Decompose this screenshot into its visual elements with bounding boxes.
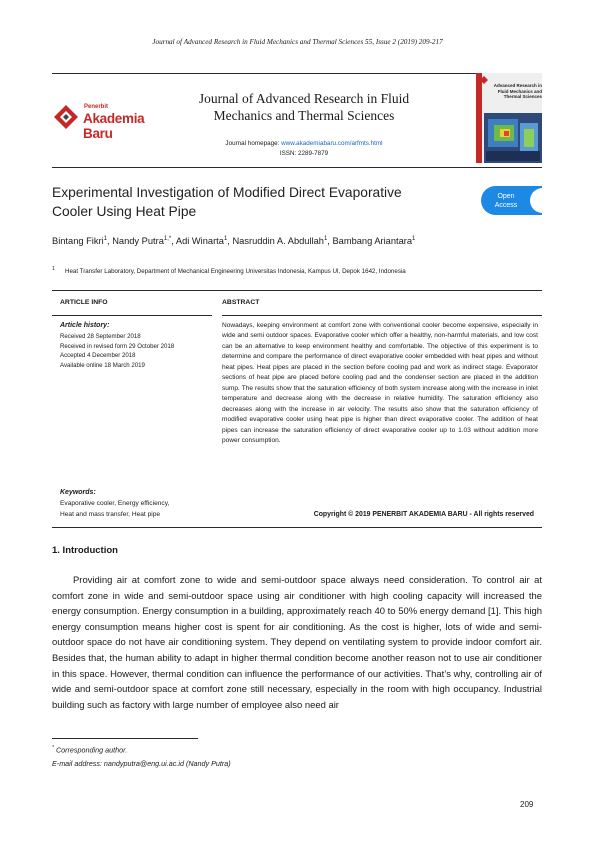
author-separator: , (171, 236, 176, 247)
issn: ISSN: 2289-7879 (279, 150, 329, 157)
author-affiliation-mark: 1 (323, 236, 328, 242)
paper-title-line-2: Cooler Using Heat Pipe (52, 204, 197, 219)
author-affiliation-mark: 1 (412, 236, 416, 242)
email-address-note: E-mail address: nandyputra@eng.ui.ac.id (Nandy Putra) (52, 759, 231, 768)
running-header: Journal of Advanced Research in Fluid Mechanics and Thermal Sciences 55, Issue 2 (2019) 209-217 (152, 38, 443, 46)
affiliation (52, 266, 542, 275)
logo-big-text: Akademia Baru (83, 111, 145, 141)
article-history (60, 332, 174, 370)
open-access-line-2: Access (494, 202, 518, 209)
author-name: Nasruddin A. Abdullah (232, 236, 324, 247)
corresponding-author-note (52, 745, 127, 754)
footnote-mark: * (52, 745, 54, 751)
article-history-label: Article history: (60, 322, 110, 329)
open-access-badge[interactable] (481, 186, 542, 215)
copyright-notice: Copyright © 2019 PENERBIT AKADEMIA BARU - All rights reserved (313, 511, 534, 518)
title-divider (52, 167, 542, 168)
paper-title (52, 183, 452, 221)
author-affiliation-mark: 1 (103, 236, 108, 242)
abstract-rule (222, 315, 542, 316)
author-affiliation-mark: 1 (223, 236, 228, 242)
info-box-top-rule (52, 290, 542, 291)
affiliation-text: Heat Transfer Laboratory, Department of Mechanical Engineering Universitas Indonesia, Kampus UI, Depok 1642, Indonesia (65, 268, 406, 276)
article-info-heading: ARTICLE INFO (60, 299, 108, 306)
history-item: Available online 18 March 2019 (60, 361, 145, 369)
publisher-logo (52, 103, 170, 141)
author-name: Nandy Putra (112, 236, 164, 247)
author-list (52, 236, 542, 246)
journal-cover-image (484, 113, 542, 163)
history-item: Received 28 September 2018 (60, 333, 141, 340)
journal-title-line-1: Journal of Advanced Research in Fluid (198, 91, 410, 106)
journal-cover (476, 73, 542, 163)
article-info-rule (52, 315, 212, 316)
author-separator: , (227, 236, 233, 247)
abstract-text: Nowadays, keeping environment at comfort zone with conventional cooler become expensive, especially in wide and semi outdoor spaces. Evaporative cooler which offer a healthy, non-harmful materials, and low cost can be an alternative to keep environment healthy and comfortable. The objective of this experiment is to determine and compare the performance of direct evaporative cooler embedded with heat pipes and without heat pipes. Heat pipes are placed in the section before cooling pad and work as indirect stage. Evaporator sections of heat pipe are placed before cooling pad and the condenser section are placed in the addition sump. The results show that the saturation efficiency of both system increase along with the increase in inlet temperature and decrease along with the decrease in relative humidity. The saturation efficiency also decreases along with the increase in air velocity. The results also show that the saturation efficiency of modified evaporative cooler using heat pipe is higher than direct evaporative cooler. The addition of heat pipes can increase the saturation efficiency of direct evaporative cooler up to 1.03 without addition more power consumption. (222, 322, 538, 444)
author-affiliation-mark: 1,* (163, 236, 172, 242)
journal-title-line-2: Mechanics and Thermal Sciences (213, 107, 395, 123)
homepage-label: Journal homepage: (225, 140, 280, 147)
history-item: Accepted 4 December 2018 (60, 352, 136, 360)
cover-title: Advanced Research in Fluid Mechanics and Thermal Sciences (493, 83, 542, 100)
paper-title-line-1: Experimental Investigation of Modified Direct Evaporative (52, 185, 402, 200)
page-number: 209 (520, 800, 534, 809)
keywords (60, 499, 220, 520)
akademia-baru-logo-icon (52, 103, 82, 131)
footnote-divider (52, 738, 198, 739)
header-divider (52, 73, 542, 74)
keywords-label: Keywords: (60, 489, 96, 496)
author-name: Adi Winarta (175, 236, 224, 247)
keywords-line-2: Heat and mass transfer, Heat pipe (60, 510, 161, 518)
journal-homepage (170, 140, 438, 147)
author-separator: , (327, 236, 333, 247)
affiliation-mark: 1 (52, 266, 55, 272)
open-access-line-1: Open (497, 193, 515, 200)
corresponding-author-text: Corresponding author. (55, 745, 128, 755)
info-box-bottom-rule (52, 527, 542, 528)
open-access-notch (530, 188, 544, 213)
author-separator: , (107, 236, 113, 247)
introduction-paragraph: Providing air at comfort zone to wide and semi-outdoor space always need consideration. To control air at comfort zone in wide and semi-outdoor space using air conditioner with high cooling capacity will increased the energy consumption. Energy consumption in a building, approximately reach 40 to 50% energy demand [1]. This high energy consumption means higher cost is spent for air conditioning. As the cost is higher, lots of wide and semi-outdoor space do not have air conditioning system. They depend on ventilating system to provide indoor comfort air. Besides that, the human ability to adapt in higher thermal condition become another reason not to use air conditioner in this space. However, thermal condition can influence the performance of our activities. That’s why, controlling air of wide and semi-outdoor space at comfort zone still necessary, especially in the room with high occupancy. Industrial building such as factory with large number of employee also need air (52, 575, 542, 711)
abstract-heading: ABSTRACT (222, 299, 260, 306)
author-name: Bambang Ariantara (332, 236, 413, 247)
keywords-line-1: Evaporative cooler, Energy efficiency, (60, 500, 170, 507)
author-name: Bintang Fikri (52, 236, 104, 247)
section-heading-introduction: 1. Introduction (52, 545, 118, 556)
journal-title (170, 91, 438, 124)
logo-small-text: Penerbit (84, 104, 109, 110)
homepage-link[interactable]: www.akademiabaru.com/arfmts.html (281, 140, 383, 147)
history-item: Received in revised form 29 October 2018 (60, 342, 175, 350)
